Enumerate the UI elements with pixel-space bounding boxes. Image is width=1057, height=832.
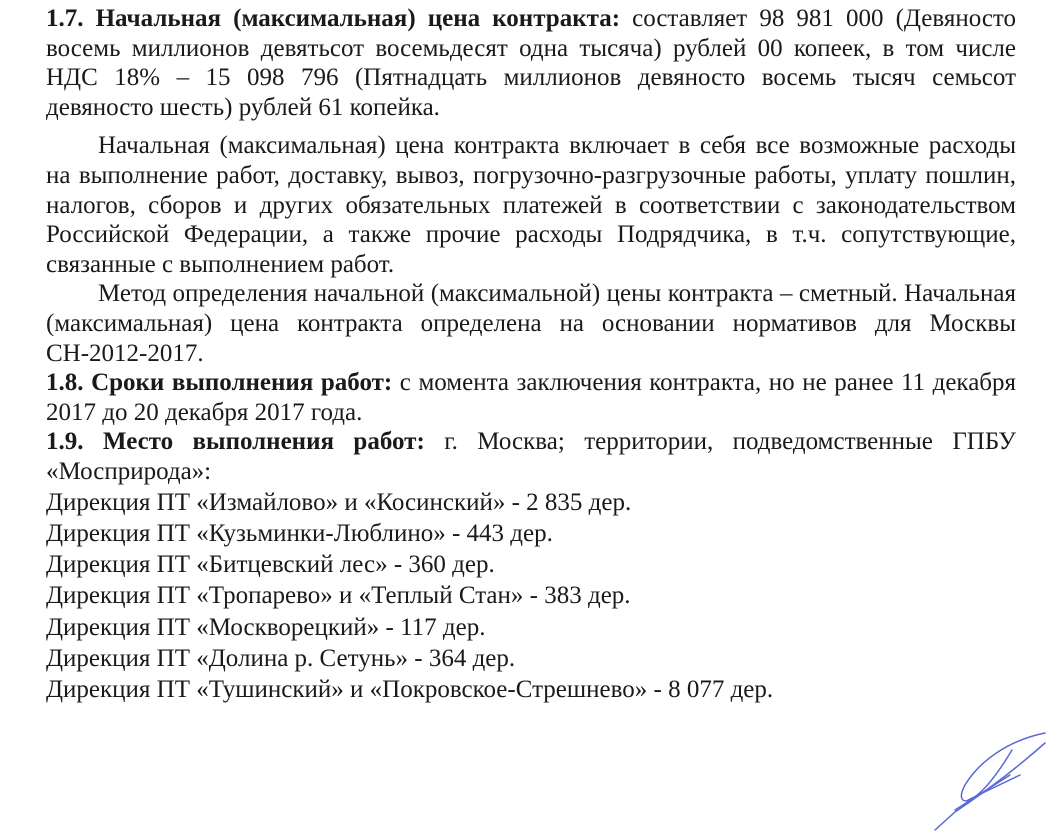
section-number: 1.8. <box>46 369 84 397</box>
section-number: 1.9. <box>46 428 84 456</box>
list-item: Дирекция ПТ «Битцевский лес» - 360 дер. <box>46 551 495 579</box>
list-item: Дирекция ПТ «Долина р. Сетунь» - 364 дер. <box>46 644 516 672</box>
section-text: г. Москва; территории, подведомственные ГПБУ «Мосприрода»: <box>46 428 1017 485</box>
section-text: составляет 98 981 000 (Девяносто восемь миллионов девятьсот восемьдесят одна тысяча) рублей 00 копеек, в том числе НДС 18% – 15 098 796 (Пятнадцать миллионов девяносто восемь тысяч семьсот девяносто шесть) рублей 61 копейка. <box>46 5 1017 121</box>
section-text: с момента заключения контракта, но не ранее 11 декабря 2017 до 20 декабря 2017 года. <box>46 369 1017 426</box>
list-item: Дирекция ПТ «Тропарево» и «Теплый Стан» - 383 дер. <box>46 582 631 610</box>
price-includes-paragraph: Начальная (максимальная) цена контракта включает в себя все возможные расходы на выполнение работ, доставку, вывоз, погрузочно-разгрузочные работы, уплату пошлин, налогов, сборов и других обязательных платежей в соответствии с законодательством Российской Федерации, а также прочие расходы Подрядчика, в т.ч. сопутствующие, связанные с выполнением работ. <box>46 132 1016 278</box>
section-1-7 <box>46 4 1016 122</box>
section-1-8 <box>46 368 1016 427</box>
list-item: Дирекция ПТ «Измайлово» и «Косинский» - 2 835 дер. <box>46 488 632 516</box>
section-heading: Сроки выполнения работ: <box>91 369 393 397</box>
list-item: Дирекция ПТ «Тушинский» и «Покровское-Стрешнево» - 8 077 дер. <box>46 676 774 704</box>
document-page <box>46 4 1016 706</box>
handwritten-signature <box>900 700 1057 832</box>
directorate-list <box>46 487 1016 706</box>
section-number: 1.7. <box>46 5 84 32</box>
section-heading: Место выполнения работ: <box>102 428 425 456</box>
price-method-paragraph: Метод определения начальной (максимальной) цены контракта – сметный. Начальная (максимальная) цена контракта определена на основании нормативов для Москвы СН-2012-2017. <box>46 280 1016 367</box>
list-item: Дирекция ПТ «Москворецкий» - 117 дер. <box>46 613 486 641</box>
list-item: Дирекция ПТ «Кузьминки-Люблино» - 443 дер. <box>46 519 553 547</box>
section-heading: Начальная (максимальная) цена контракта: <box>95 5 621 32</box>
section-1-9 <box>46 427 1016 486</box>
